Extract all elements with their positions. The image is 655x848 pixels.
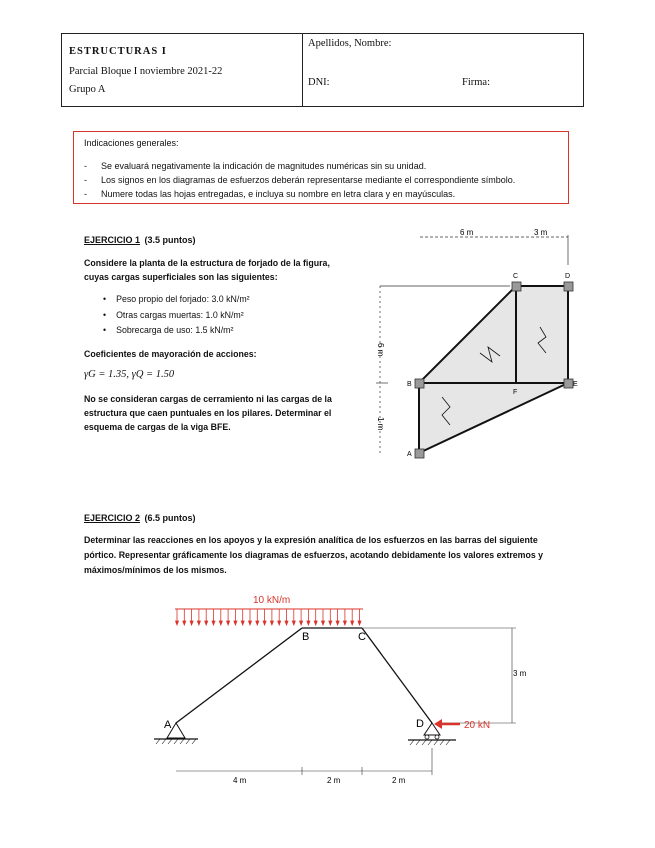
subject-title: ESTRUCTURAS I xyxy=(69,46,167,57)
exercise-2-text-line: máximos/mínimos de los mismos. xyxy=(84,565,227,575)
exercise-1-intro-line: cuyas cargas superficiales son las siguientes: xyxy=(84,272,278,282)
exercise-1-intro-line: Considere la planta de la estructura de forjado de la figura, xyxy=(84,258,330,268)
load-arrow-head xyxy=(241,621,244,625)
exercise-1-note-line: No se consideran cargas de cerramiento ni las cargas de la xyxy=(84,394,332,404)
load-arrow-head xyxy=(307,621,310,625)
load-arrow-head xyxy=(329,621,332,625)
support-d-hatch xyxy=(410,740,450,745)
dim-6m-vertical-label: 6 m xyxy=(376,343,385,357)
span-label: 2 m xyxy=(327,776,341,785)
header-divider xyxy=(302,34,303,106)
floor-plan-figure xyxy=(370,225,600,470)
point-load-label: 20 kN xyxy=(464,720,491,731)
load-item xyxy=(103,308,244,322)
bullet-icon: • xyxy=(103,325,107,335)
load-arrow-head xyxy=(212,621,215,625)
exercise-1-heading xyxy=(84,235,196,245)
dni-field-label: DNI: xyxy=(308,77,330,88)
header-table xyxy=(61,33,584,107)
exercise-2-points: (6.5 puntos) xyxy=(144,513,196,523)
load-arrow-head xyxy=(183,621,186,625)
span-label: 2 m xyxy=(392,776,406,785)
height-label: 3 m xyxy=(513,669,527,678)
node-label-b: B xyxy=(407,381,412,388)
load-arrow-head xyxy=(300,621,303,625)
distributed-load-label: 10 kN/m xyxy=(253,595,291,606)
exercise-1-note-line: estructura que caen puntuales en los pilares. Determinar el xyxy=(84,408,332,418)
exercise-2-heading xyxy=(84,513,196,523)
exercise-1-title: EJERCICIO 1 xyxy=(84,235,141,245)
load-arrow-head xyxy=(292,621,295,625)
node-label-c: C xyxy=(513,273,519,280)
load-arrow-head xyxy=(227,621,230,625)
load-item-text: Sobrecarga de uso: 1.5 kN/m² xyxy=(116,325,234,335)
instruction-item: Se evaluará negativamente la indicación de magnitudes numéricas sin su unidad. xyxy=(101,161,427,171)
load-arrow-head xyxy=(351,621,354,625)
span-label: 4 m xyxy=(233,776,247,785)
instruction-item: Los signos en los diagramas de esfuerzos deberán representarse mediante el correspondiente símbolo. xyxy=(101,175,516,185)
exercise-2-text-line: Determinar las reacciones en los apoyos y la expresión analítica de los esfuerzos en las barras del siguiente xyxy=(84,535,538,545)
dim-1m-label: 1 m xyxy=(376,417,385,431)
bullet-icon: • xyxy=(103,310,107,320)
load-item-text: Peso propio del forjado: 3.0 kN/m² xyxy=(116,294,250,304)
coefficients-formula: γG = 1.35, γQ = 1.50 xyxy=(84,369,175,380)
node-label-d: D xyxy=(416,718,424,730)
instructions-title: Indicaciones generales: xyxy=(84,138,179,148)
instruction-bullet: - xyxy=(84,175,87,185)
bullet-icon: • xyxy=(103,294,107,304)
pillar-b xyxy=(415,379,424,388)
load-arrow-head xyxy=(322,621,325,625)
load-arrow-head xyxy=(358,621,361,625)
node-label-a: A xyxy=(164,719,172,731)
pillar-c xyxy=(512,282,521,291)
pillar-d xyxy=(564,282,573,291)
load-item-text: Otras cargas muertas: 1.0 kN/m² xyxy=(116,310,244,320)
exercise-1-note-line: esquema de cargas de la viga BFE. xyxy=(84,422,231,432)
load-arrow-head xyxy=(256,621,259,625)
distributed-load-arrows xyxy=(176,609,362,625)
exercise-2-title: EJERCICIO 2 xyxy=(84,513,141,523)
load-arrow-head xyxy=(205,621,208,625)
instruction-item: Numere todas las hojas entregadas, e incluya su nombre en letra clara y en mayúsculas. xyxy=(101,189,456,199)
load-arrow-head xyxy=(270,621,273,625)
general-instructions-box xyxy=(73,131,569,204)
node-label-f: F xyxy=(513,389,518,396)
roller-wheel xyxy=(435,735,439,739)
load-arrow-head xyxy=(278,621,281,625)
load-item xyxy=(103,323,233,337)
node-label-e: E xyxy=(573,381,578,388)
load-arrow-head xyxy=(190,621,193,625)
support-a-hatch xyxy=(156,739,196,744)
load-arrow-head xyxy=(285,621,288,625)
group-label: Grupo A xyxy=(69,84,106,95)
name-field-label: Apellidos, Nombre: xyxy=(308,38,392,49)
load-arrow-head xyxy=(343,621,346,625)
instruction-bullet: - xyxy=(84,161,87,171)
exercise-2-text-line: pórtico. Representar gráficamente los diagramas de esfuerzos, acotando debidamente los valores extremos y xyxy=(84,550,544,560)
node-label-a: A xyxy=(407,451,412,458)
load-item xyxy=(103,292,250,306)
instruction-bullet: - xyxy=(84,189,87,199)
dim-3m-label: 3 m xyxy=(534,228,548,237)
load-arrow-head xyxy=(219,621,222,625)
load-arrow-head xyxy=(336,621,339,625)
load-arrow-head xyxy=(234,621,237,625)
node-label-b: B xyxy=(302,631,310,643)
exercise-1-points: (3.5 puntos) xyxy=(144,235,196,245)
load-arrow-head xyxy=(263,621,266,625)
pillar-a xyxy=(415,449,424,458)
load-arrow-head xyxy=(197,621,200,625)
portal-frame-figure xyxy=(150,590,530,790)
exam-title: Parcial Bloque I noviembre 2021-22 xyxy=(69,66,223,77)
dim-6m-label: 6 m xyxy=(460,228,474,237)
node-label-c: C xyxy=(358,631,366,643)
slab-panel-rect xyxy=(516,286,568,383)
coefficients-title: Coeficientes de mayoración de acciones: xyxy=(84,349,257,359)
pillar-e xyxy=(564,379,573,388)
node-label-d: D xyxy=(565,273,571,280)
load-arrow-head xyxy=(314,621,317,625)
roller-wheel xyxy=(425,735,429,739)
load-arrow-head xyxy=(176,621,179,625)
load-arrow-head xyxy=(249,621,252,625)
firma-field-label: Firma: xyxy=(462,77,490,88)
